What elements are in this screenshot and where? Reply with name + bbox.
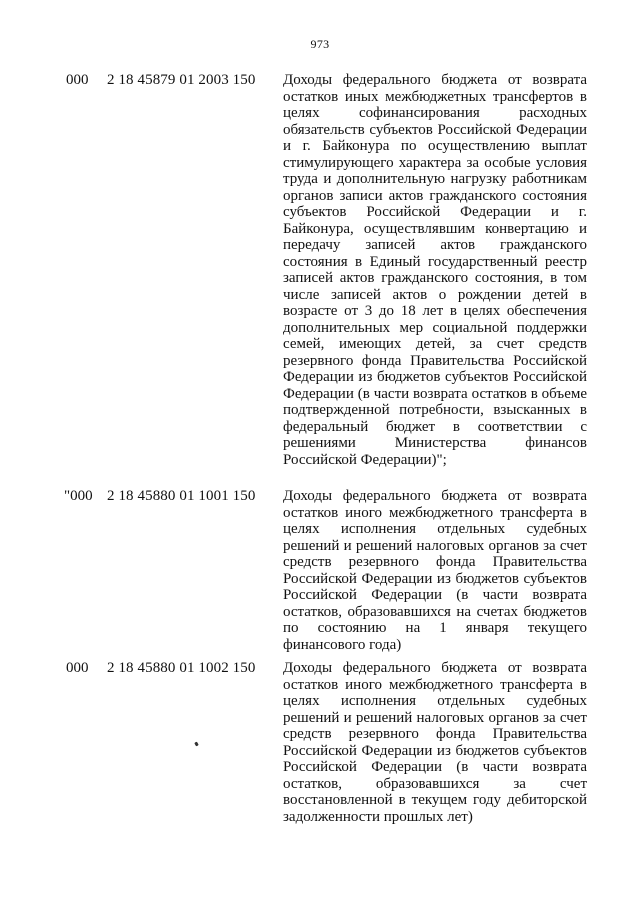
page-number: 973 (310, 37, 330, 51)
admin-code: 000 (66, 660, 89, 676)
budget-classification-code: 2 18 45879 01 2003 150 (107, 72, 256, 88)
entry-description: Доходы федерального бюджета от возврата остатков иного межбюджетного трансферта в целях исполнения отдельных судебных решений и решений налоговых органов за счет средств резервного фонда Правительства Российской Федерации из бюджетов субъектов Российской Федерации (в части возврата остатков, образовавшихся на счетах бюджетов по состоянию на 1 января текущего финансового года) (283, 488, 587, 653)
scan-speck (194, 742, 199, 747)
budget-classification-code: 2 18 45880 01 1002 150 (107, 660, 256, 676)
budget-classification-code: 2 18 45880 01 1001 150 (107, 488, 256, 504)
admin-code: 000 (66, 72, 89, 88)
entry-description: Доходы федерального бюджета от возврата остатков иного межбюджетного трансферта в целях исполнения отдельных судебных решений и решений налоговых органов за счет средств резервного фонда Правительства Российской Федерации из бюджетов субъектов Российской Федерации (в части возврата остатков, образовавшихся за счет восстановленной в текущем году дебиторской задолженности прошлых лет) (283, 660, 587, 825)
entry-description: Доходы федерального бюджета от возврата остатков иных межбюджетных трансфертов в целях софинансирования расходных обязательств субъектов Российской Федерации и г. Байконура по осуществлению выплат стимулирующего характера за особые условия труда и дополнительную нагрузку работникам органов записи актов гражданского состояния субъектов Российской Федерации и г. Байконура, осуществлявшим конвертацию и передачу записей актов гражданского состояния в Единый государственный реестр записей актов гражданского состояния, в том числе записей актов о рождении детей в возрасте от 3 до 18 лет в целях обеспечения дополнительных мер социальной поддержки семей, имеющих детей, за счет средств резервного фонда Правительства Российской Федерации из бюджетов субъектов Российской Федерации (в части возврата остатков в объеме подтвержденной потребности, взысканных в федеральный бюджет в соответствии с решениями Министерства финансов Российской Федерации)"; (283, 72, 587, 468)
admin-code: "000 (64, 488, 93, 504)
